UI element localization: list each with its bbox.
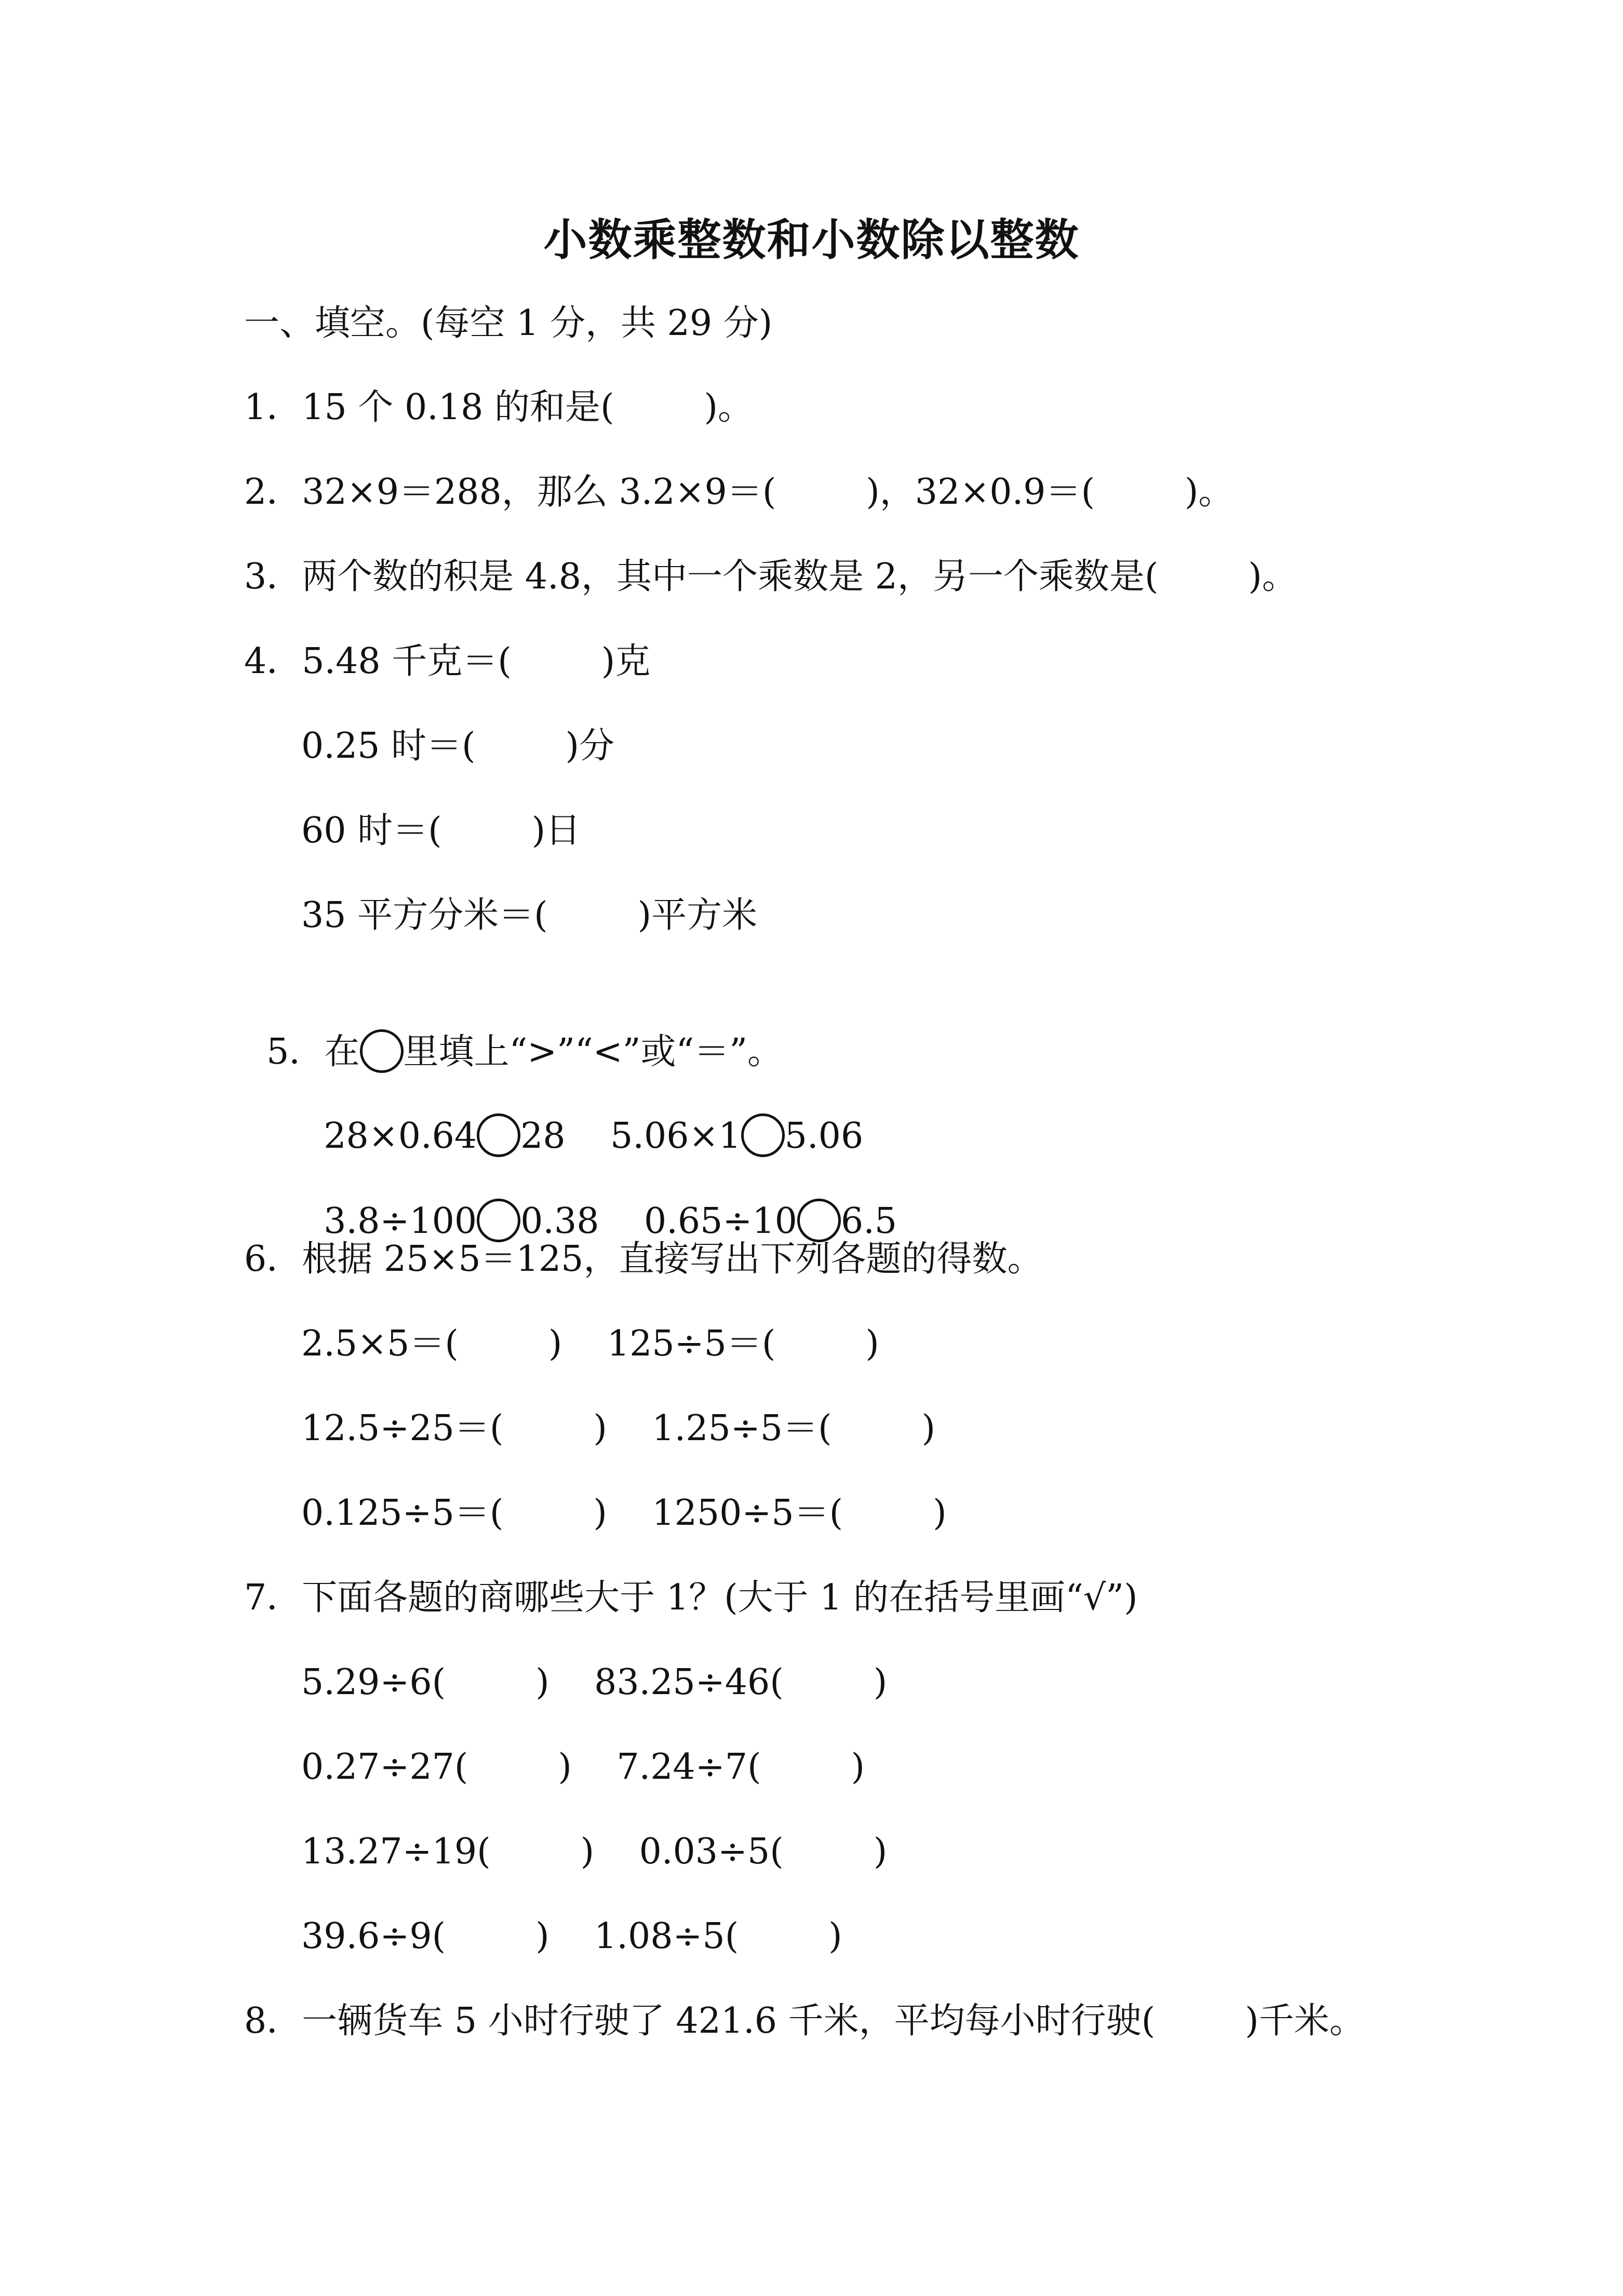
question-7-line-4: 39.6÷9( ) 1.08÷5( ) bbox=[301, 1916, 842, 1957]
question-3: 3．两个数的积是 4.8，其中一个乘数是 2，另一个乘数是( )。 bbox=[244, 556, 1297, 597]
page-title: 小数乘整数和小数除以整数 bbox=[543, 214, 1080, 265]
q5-row1-middle: 28 5.06×1 bbox=[520, 1116, 741, 1157]
question-4-line-2: 0.25 时＝( )分 bbox=[301, 726, 615, 767]
question-7-line-1: 5.29÷6( ) 83.25÷46( ) bbox=[301, 1662, 888, 1703]
question-8: 8．一辆货车 5 小时行驶了 421.6 千米，平均每小时行驶( )千米。 bbox=[244, 2000, 1365, 2042]
compare-circle[interactable] bbox=[741, 1113, 785, 1157]
q5-row2-right: 6.5 bbox=[840, 1201, 897, 1242]
question-5-row-1 bbox=[301, 1066, 863, 1160]
question-6-line-1: 2.5×5＝( ) 125÷5＝( ) bbox=[301, 1323, 879, 1364]
question-4-line-4: 35 平方分米＝( )平方米 bbox=[301, 895, 758, 936]
question-7-line-3: 13.27÷19( ) 0.03÷5( ) bbox=[301, 1831, 888, 1872]
compare-circle[interactable] bbox=[477, 1113, 520, 1157]
question-7-line-2: 0.27÷27( ) 7.24÷7( ) bbox=[301, 1747, 865, 1788]
q5-row1-right: 5.06 bbox=[784, 1116, 864, 1157]
q5-row2-left: 3.8÷100 bbox=[324, 1201, 477, 1242]
question-4-line-3: 60 时＝( )日 bbox=[301, 810, 581, 851]
question-5-prompt bbox=[244, 982, 783, 1076]
question-1: 1．15 个 0.18 的和是( )。 bbox=[244, 387, 754, 428]
question-6-prompt: 6．根据 25×5＝125，直接写出下列各题的得数。 bbox=[244, 1239, 1043, 1280]
q5-row2-middle: 0.38 0.65÷10 bbox=[520, 1201, 797, 1242]
question-4-line-1: 4．5.48 千克＝( )克 bbox=[244, 641, 651, 682]
section-heading: 一、填空。(每空 1 分，共 29 分) bbox=[244, 303, 773, 344]
question-5-row-2 bbox=[301, 1151, 897, 1245]
question-2: 2．32×9＝288，那么 3.2×9＝( )，32×0.9＝( )。 bbox=[244, 472, 1234, 513]
question-6-line-2: 12.5÷25＝( ) 1.25÷5＝( ) bbox=[301, 1408, 935, 1449]
q5-row1-left: 28×0.64 bbox=[324, 1116, 477, 1157]
question-7-prompt: 7．下面各题的商哪些大于 1？(大于 1 的在括号里画“√”) bbox=[244, 1577, 1138, 1618]
question-5-suffix: 里填上“>”“<”或“＝”。 bbox=[403, 1031, 783, 1072]
question-6-line-3: 0.125÷5＝( ) 1250÷5＝( ) bbox=[301, 1493, 947, 1534]
question-5-prefix: 5．在 bbox=[266, 1031, 360, 1072]
